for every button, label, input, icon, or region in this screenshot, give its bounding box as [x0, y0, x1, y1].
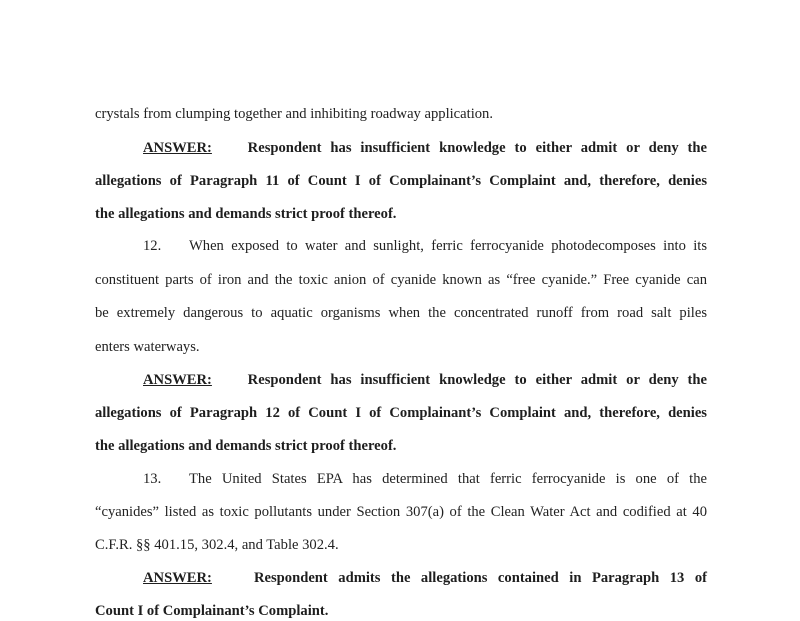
paragraph-13-line-1	[95, 469, 707, 489]
body-text-line: enters waterways.	[95, 339, 200, 355]
answer-label: ANSWER:	[143, 372, 212, 388]
answer-13-line-2	[95, 601, 707, 621]
body-text-line: crystals from clumping together and inhibiting roadway application.	[95, 106, 493, 122]
body-text-line: constituent parts of iron and the toxic anion of cyanide known as “free cyanide.” Free cyanide can	[95, 272, 707, 288]
paragraph-number: 13.	[143, 471, 162, 487]
answer-13-line-1	[95, 568, 707, 588]
paragraph-13-line-3	[95, 535, 707, 555]
answer-label: ANSWER:	[143, 140, 212, 156]
paragraph-12-line-2	[95, 270, 707, 290]
paragraph-13-line-2	[95, 502, 707, 522]
body-text-line: “cyanides” listed as toxic pollutants under Section 307(a) of the Clean Water Act and codified at 40	[95, 504, 707, 520]
answer-text: allegations of Paragraph 11 of Count I of Complainant’s Complaint and, therefore, denies	[95, 173, 707, 189]
answer-11-line-3	[95, 204, 707, 224]
answer-text: the allegations and demands strict proof thereof.	[95, 438, 397, 454]
answer-label: ANSWER:	[143, 570, 212, 586]
answer-text: Respondent has insufficient knowledge to either admit or deny the	[247, 140, 707, 156]
answer-12-line-1	[95, 370, 707, 390]
answer-text: the allegations and demands strict proof thereof.	[95, 206, 397, 222]
answer-11-line-2	[95, 171, 707, 191]
body-text-line: C.F.R. §§ 401.15, 302.4, and Table 302.4.	[95, 537, 339, 553]
body-text-line: When exposed to water and sunlight, ferric ferrocyanide photodecomposes into its	[189, 238, 707, 254]
paragraph-12-line-1	[95, 236, 707, 256]
answer-text: Count I of Complainant’s Complaint.	[95, 603, 329, 619]
answer-12-line-2	[95, 403, 707, 423]
body-text-line: be extremely dangerous to aquatic organisms when the concentrated runoff from road salt piles	[95, 305, 707, 321]
answer-text: allegations of Paragraph 12 of Count I of Complainant’s Complaint and, therefore, denies	[95, 405, 707, 421]
paragraph-12-line-4	[95, 337, 707, 357]
paragraph-number: 12.	[143, 238, 162, 254]
body-text-line: The United States EPA has determined that ferric ferrocyanide is one of the	[189, 471, 707, 487]
answer-12-line-3	[95, 436, 707, 456]
answer-text: Respondent admits the allegations contained in Paragraph 13 of	[253, 570, 708, 586]
paragraph-12-line-3	[95, 303, 707, 323]
answer-11-line-1	[95, 138, 707, 158]
paragraph-11-continuation	[95, 104, 707, 124]
answer-text: Respondent has insufficient knowledge to either admit or deny the	[247, 372, 707, 388]
